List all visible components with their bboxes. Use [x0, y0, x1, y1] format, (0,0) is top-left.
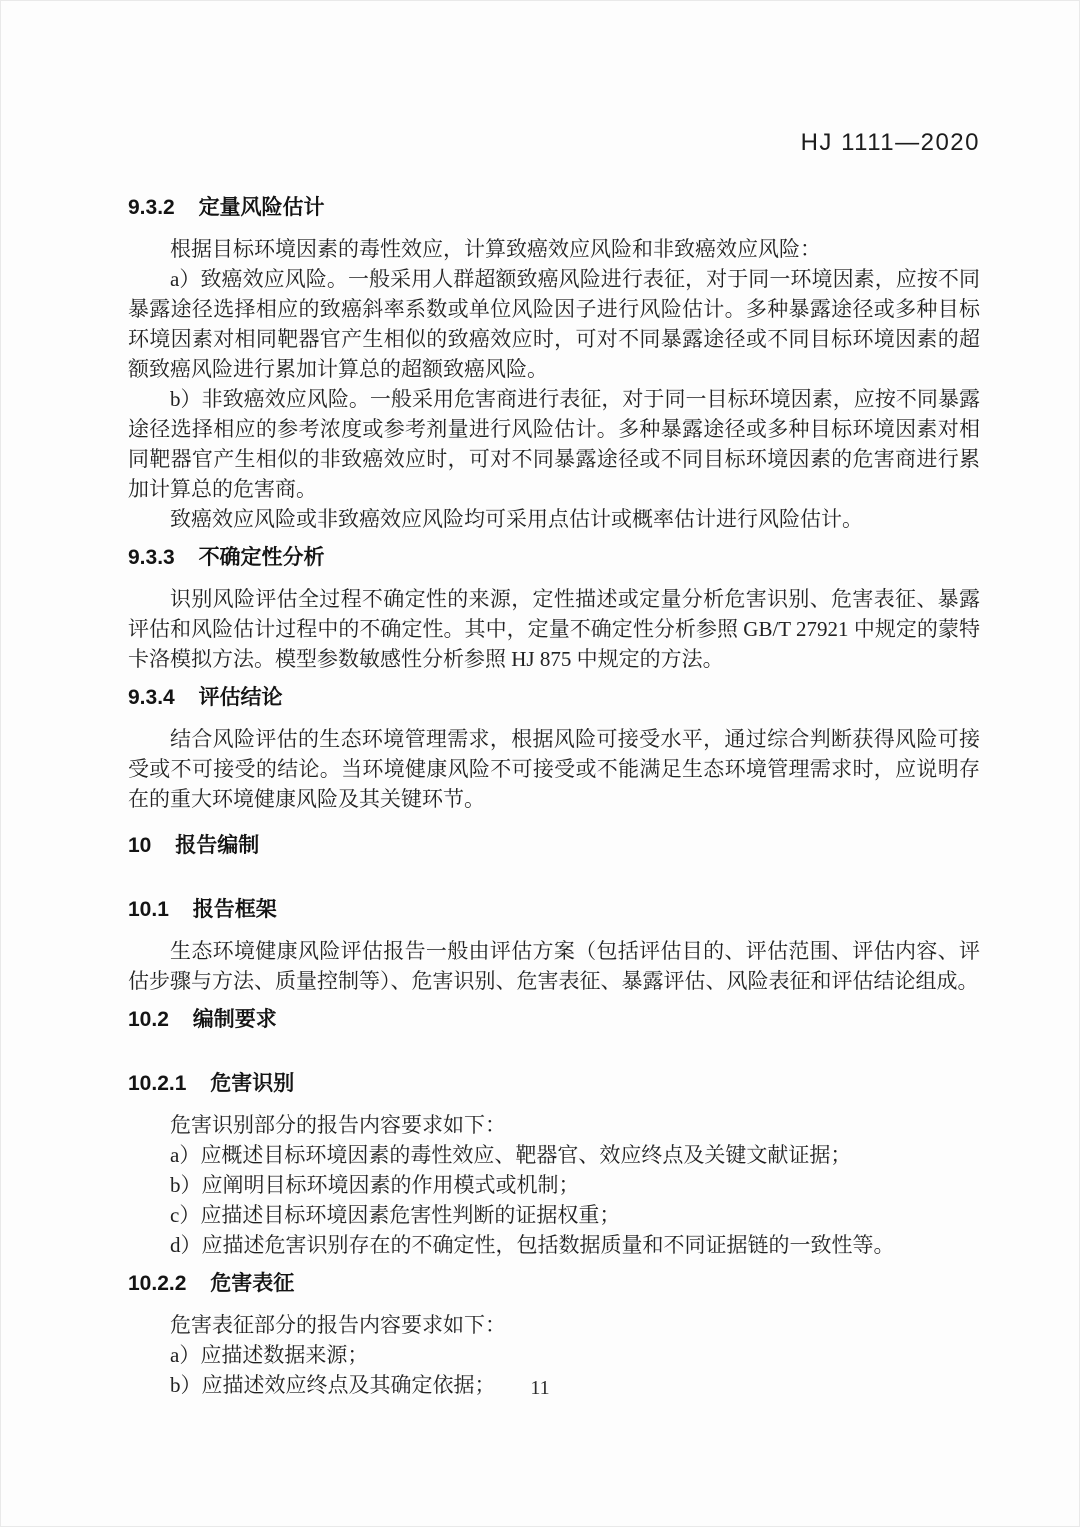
paragraph-1021-intro: 危害识别部分的报告内容要求如下：: [170, 1113, 506, 1137]
document-body: [128, 196, 980, 1400]
list-item: d）应描述危害识别存在的不确定性，包括数据质量和不同证据链的一致性等。: [170, 1233, 895, 1257]
heading-number: 9.3.4: [128, 686, 175, 709]
paragraph-932-item-b: b）非致癌效应风险。一般采用危害商进行表征，对于同一目标环境因素，应按不同暴露途径选择相应的参考浓度或参考剂量进行风险估计。多种暴露途径或多种目标环境因素对相同靶器官产生相似的非致癌效应时，可对不同暴露途径或不同目标环境因素的危害商进行累加计算总的危害商。: [128, 387, 980, 501]
paragraph-932-intro: 根据目标环境因素的毒性效应，计算致癌效应风险和非致癌效应风险：: [170, 237, 821, 261]
standard-code: HJ 1111—2020: [800, 129, 980, 156]
heading-title: 不确定性分析: [198, 546, 325, 569]
paragraph-934: 结合风险评估的生态环境管理需求，根据风险可接受水平，通过综合判断获得风险可接受或不可接受的结论。当环境健康风险不可接受或不能满足生态环境管理需求时，应说明存在的重大环境健康风险及其关键环节。: [128, 727, 980, 811]
heading-9-3-4: [128, 686, 980, 710]
list-item: b）应描述效应终点及其确定依据；: [170, 1373, 496, 1397]
paragraph-101: 生态环境健康风险评估报告一般由评估方案（包括评估目的、评估范围、评估内容、评估步骤与方法、质量控制等）、危害识别、危害表征、暴露评估、风险表征和评估结论组成。: [128, 939, 980, 993]
heading-title: 定量风险估计: [198, 196, 325, 219]
heading-10-2-1: [128, 1072, 980, 1096]
paragraph-933: 识别风险评估全过程不确定性的来源，定性描述或定量分析危害识别、危害表征、暴露评估和风险估计过程中的不确定性。其中，定量不确定性分析参照 GB/T 27921 中规定的蒙特卡洛模拟方法。模型参数敏感性分析参照 HJ 875 中规定的方法。: [128, 587, 980, 671]
heading-10-2: [128, 1008, 980, 1032]
list-item: a）应概述目标环境因素的毒性效应、靶器官、效应终点及关键文献证据；: [170, 1143, 852, 1167]
heading-number: 10: [128, 834, 152, 857]
heading-number: 9.3.2: [128, 196, 175, 219]
heading-9-3-3: [128, 546, 980, 570]
list-item: a）应描述数据来源；: [170, 1343, 369, 1367]
paragraph-1022-intro: 危害表征部分的报告内容要求如下：: [170, 1313, 506, 1337]
heading-number: 9.3.3: [128, 546, 175, 569]
heading-number: 10.2.1: [128, 1072, 187, 1095]
heading-title: 报告编制: [175, 834, 260, 857]
paragraph-932-item-a: a）致癌效应风险。一般采用人群超额致癌风险进行表征，对于同一环境因素，应按不同暴露途径选择相应的致癌斜率系数或单位风险因子进行风险估计。多种暴露途径或多种目标环境因素对相同靶器官产生相似的致癌效应时，可对不同暴露途径或不同目标环境因素的超额致癌风险进行累加计算总的超额致癌风险。: [128, 267, 980, 381]
heading-9-3-2: [128, 196, 980, 220]
heading-10-2-2: [128, 1272, 980, 1296]
page-number: 11: [530, 1377, 550, 1399]
heading-title: 危害表征: [210, 1272, 295, 1295]
list-item: c）应描述目标环境因素危害性判断的证据权重；: [170, 1203, 621, 1227]
heading-title: 编制要求: [192, 1008, 277, 1031]
heading-title: 危害识别: [210, 1072, 295, 1095]
heading-title: 报告框架: [192, 898, 277, 921]
heading-title: 评估结论: [198, 686, 283, 709]
page-footer: [0, 1376, 1080, 1400]
list-item: b）应阐明目标环境因素的作用模式或机制；: [170, 1173, 580, 1197]
heading-number: 10.1: [128, 898, 169, 921]
heading-10-1: [128, 898, 980, 922]
page-header: [128, 130, 980, 156]
heading-number: 10.2.2: [128, 1272, 187, 1295]
heading-10: [128, 834, 980, 858]
heading-number: 10.2: [128, 1008, 169, 1031]
paragraph-932-closing: 致癌效应风险或非致癌效应风险均可采用点估计或概率估计进行风险估计。: [170, 507, 863, 531]
